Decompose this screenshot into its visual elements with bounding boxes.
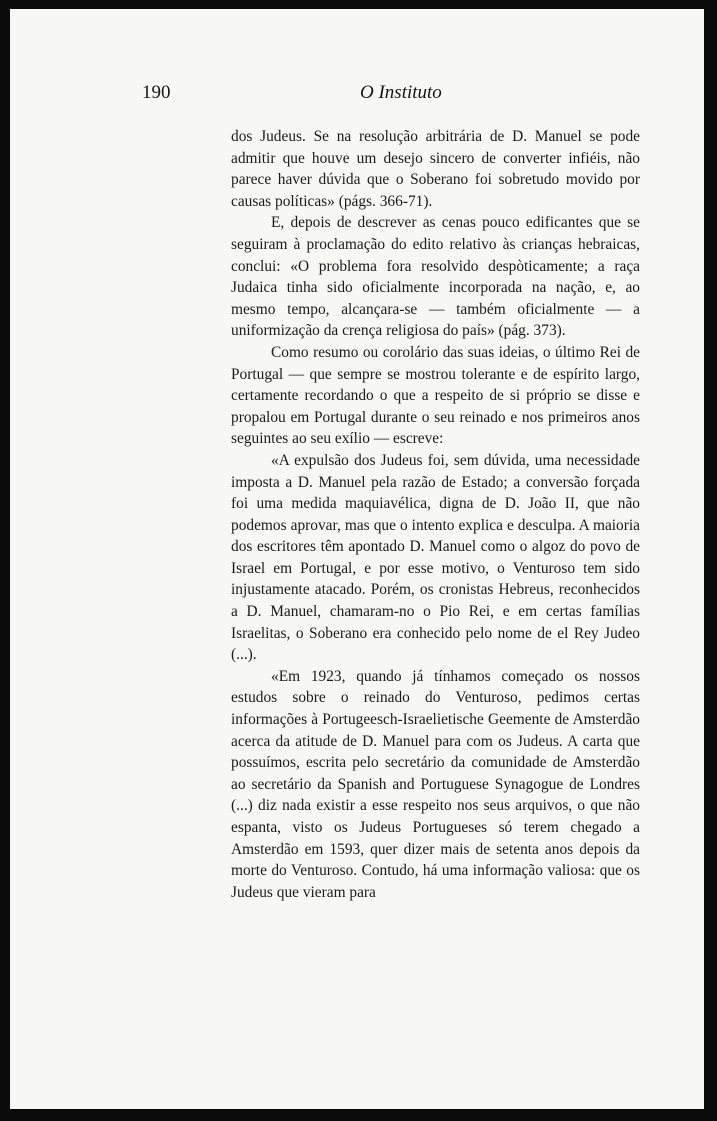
paragraph: «Em 1923, quando já tínhamos começado os nossos estudos sobre o reinado do Venturoso, pedimos certas informações à Portugeesch-Israelietische Geemente de Amsterdão acerca da atitude de D. Manuel para com os Judeus. A carta que possuímos, escrita pelo secretário da comunidade de Amsterdão ao secretário da Spanish and Portuguese Synagogue de Londres (...) diz nada existir a esse respeito nos seus arquivos, o que não espanta, visto os Judeus Portugueses só terem chegado a Amsterdão em 1593, quer dizer mais de setenta anos depois da morte do Venturoso. Contudo, há uma informação valiosa: que os Judeus que vieram para	[231, 667, 640, 901]
page-number: 190	[142, 82, 171, 103]
body-text	[231, 126, 640, 903]
paragraph: E, depois de descrever as cenas pouco edificantes que se seguiram à proclamação do edito relativo às crianças hebraicas, conclui: «O problema fora resolvido despòticamente; a raça Judaica tinha sido oficialmente incorporada na nação, e, ao mesmo tempo, alcançara-se — também oficialmente — a uniformização da crença religiosa do país» (pág. 373).	[231, 214, 640, 340]
paragraph: Como resumo ou corolário das suas ideias, o último Rei de Portugal — que sempre se mostrou tolerante e de espírito largo, certamente recordando o que a respeito de si próprio se disse e propalou em Portugal durante o seu reinado e nos primeiros anos seguintes ao seu exílio — escreve:	[231, 343, 640, 448]
document-page	[10, 9, 704, 1109]
paragraph: dos Judeus. Se na resolução arbitrária de D. Manuel se pode admitir que houve um desejo sincero de converter infiéis, não parece haver dúvida que o Soberano foi sobretudo movido por causas políticas» (págs. 366-71).	[231, 128, 640, 210]
paragraph: «A expulsão dos Judeus foi, sem dúvida, uma necessidade imposta a D. Manuel pela razão de Estado; a conversão forçada foi uma medida maquiavélica, digna de D. João II, que não podemos aprovar, mas que o intento explica e desculpa. A maioria dos escritores têm apontado D. Manuel como o algoz do povo de Israel em Portugal, e por esse motivo, o Venturoso tem sido injustamente atacado. Porém, os cronistas Hebreus, reconhecidos a D. Manuel, chamaram-no o Pio Rei, e em certas famílias Israelitas, o Soberano era conhecido pelo nome de el Rey Judeo (...).	[231, 451, 640, 664]
page-header	[10, 82, 704, 112]
running-title: O Instituto	[360, 82, 442, 103]
